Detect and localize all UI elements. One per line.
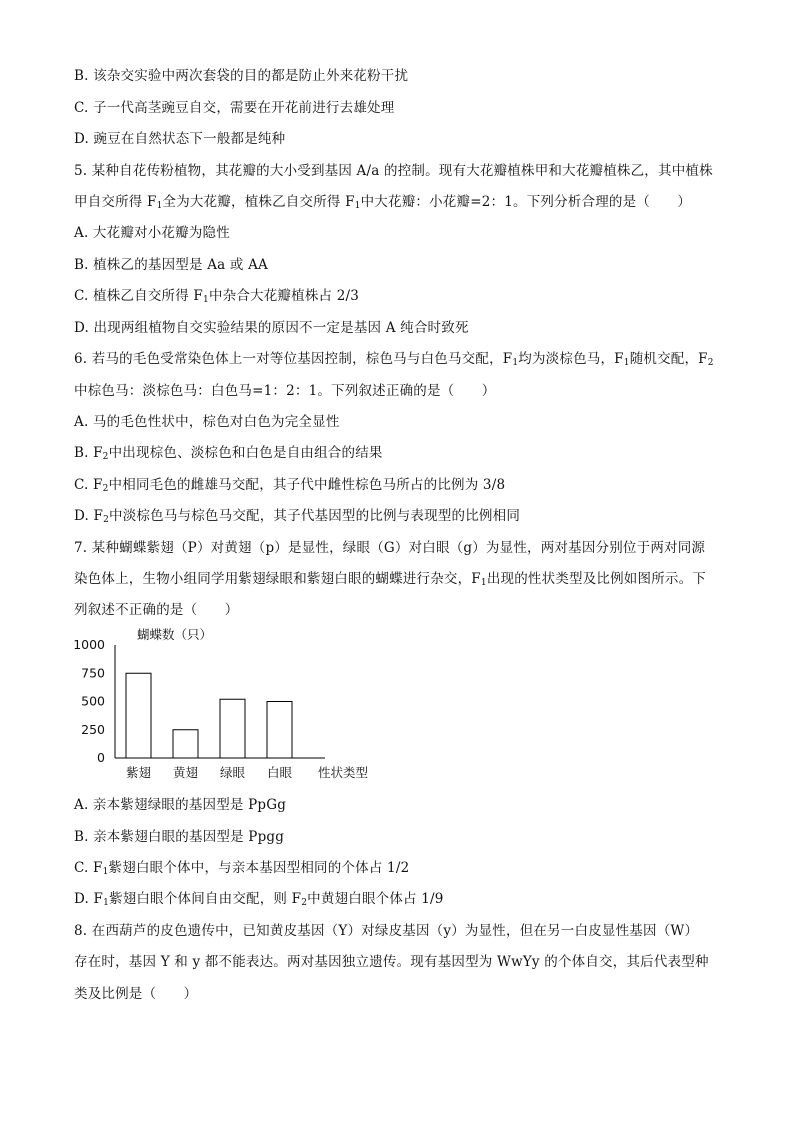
q6-option-c: C. $F_2$中相同毛色的雌雄马交配，其子代中雌性棕色马所占的比例为 3/8	[74, 477, 506, 494]
q5-stem-line-2: 甲自交所得 $F_1$全为大花瓣，植株乙自交所得 $F_1$中大花瓣：小花瓣=2：1。下列分析合理的是（ ）	[74, 194, 692, 211]
q8-stem-line-3: 类及比例是（ ）	[74, 986, 198, 1002]
chart-y-tick-label: 500	[81, 693, 105, 709]
chart-x-axis-label: 性状类型	[318, 765, 369, 780]
chart-y-tick-label: 0	[97, 750, 105, 765]
q7-stem-line-2: 染色体上，生物小组同学用紫翅绿眼和紫翅白眼的蝴蝶进行杂交，$F_1$出现的性状类型及比例如图所示。下	[74, 571, 707, 588]
q4-option-c: C. 子一代高茎豌豆自交，需要在开花前进行去雄处理	[74, 100, 395, 116]
q7-option-d: D. $F_1$紫翅白眼个体间自由交配，则 $F_2$中黄翅白眼个体占 1/9	[74, 891, 444, 908]
q5-option-a: A. 大花瓣对小花瓣为隐性	[74, 225, 230, 241]
chart-bar	[267, 702, 292, 759]
q6-stem-line-1: 6. 若马的毛色受常染色体上一对等位基因控制，棕色马与白色马交配，$F_1$均为淡棕色马，$F_1$随机交配，$F_2$	[74, 351, 714, 368]
chart-y-tick-label: 1000	[73, 637, 105, 652]
chart-x-tick-label: 黄翅	[172, 765, 199, 780]
chart-x-tick-label: 紫翅	[125, 765, 152, 780]
q7-stem-line-1: 7. 某种蝴蝶紫翅（P）对黄翅（p）是显性，绿眼（G）对白眼（g）为显性，两对基因分别位于两对同源	[74, 540, 706, 556]
chart-y-tick-label: 250	[81, 721, 105, 737]
q4-option-b: B. 该杂交实验中两次套袋的目的都是防止外来花粉干扰	[74, 68, 409, 84]
q5-stem-line-1: 5. 某种自花传粉植物，其花瓣的大小受到基因 A/a 的控制。现有大花瓣植株甲和大花瓣植株乙，其中植株	[74, 163, 713, 179]
chart-bar	[220, 699, 245, 758]
q7-option-c: C. $F_1$紫翅白眼个体中，与亲本基因型相同的个体占 1/2	[74, 860, 410, 877]
chart-bar	[173, 730, 198, 758]
q6-option-a: A. 马的毛色性状中，棕色对白色为完全显性	[74, 414, 340, 430]
q6-option-d: D. $F_2$中淡棕色马与棕色马交配，其子代基因型的比例与表现型的比例相同	[74, 508, 521, 525]
q5-option-b: B. 植株乙的基因型是 Aa 或 AA	[74, 257, 268, 273]
q6-option-b: B. $F_2$中出现棕色、淡棕色和白色是自由组合的结果	[74, 445, 383, 462]
q4-option-d: D. 豌豆在自然状态下一般都是纯种	[74, 131, 286, 147]
q7-option-b: B. 亲本紫翅白眼的基因型是 Ppgg	[74, 829, 285, 845]
chart-y-tick-label: 750	[81, 665, 105, 681]
chart-bar	[126, 673, 151, 758]
q8-stem-line-1: 8. 在西葫芦的皮色遗传中，已知黄皮基因（Y）对绿皮基因（y）为显性，但在另一白皮显性基因（W）	[74, 923, 699, 939]
butterfly-bar-chart	[60, 620, 400, 785]
q5-option-c: C. 植株乙自交所得 $F_1$中杂合大花瓣植株占 2/3	[74, 288, 360, 305]
q7-option-a: A. 亲本紫翅绿眼的基因型是 PpGg	[74, 797, 287, 813]
q5-option-d: D. 出现两组植物自交实验结果的原因不一定是基因 A 纯合时致死	[74, 320, 469, 336]
q8-stem-line-2: 存在时，基因 Y 和 y 都不能表达。两对基因独立遗传。现有基因型为 WwYy 的个体自交，其后代表型种	[74, 954, 709, 970]
chart-x-tick-label: 白眼	[266, 765, 293, 780]
q7-stem-line-3: 列叙述不正确的是（ ）	[74, 602, 239, 618]
chart-y-axis-label: 蝴蝶数（只）	[137, 627, 213, 642]
q6-stem-line-2: 中棕色马：淡棕色马：白色马=1：2：1。下列叙述正确的是（ ）	[74, 383, 496, 399]
chart-x-tick-label: 绿眼	[219, 765, 246, 780]
